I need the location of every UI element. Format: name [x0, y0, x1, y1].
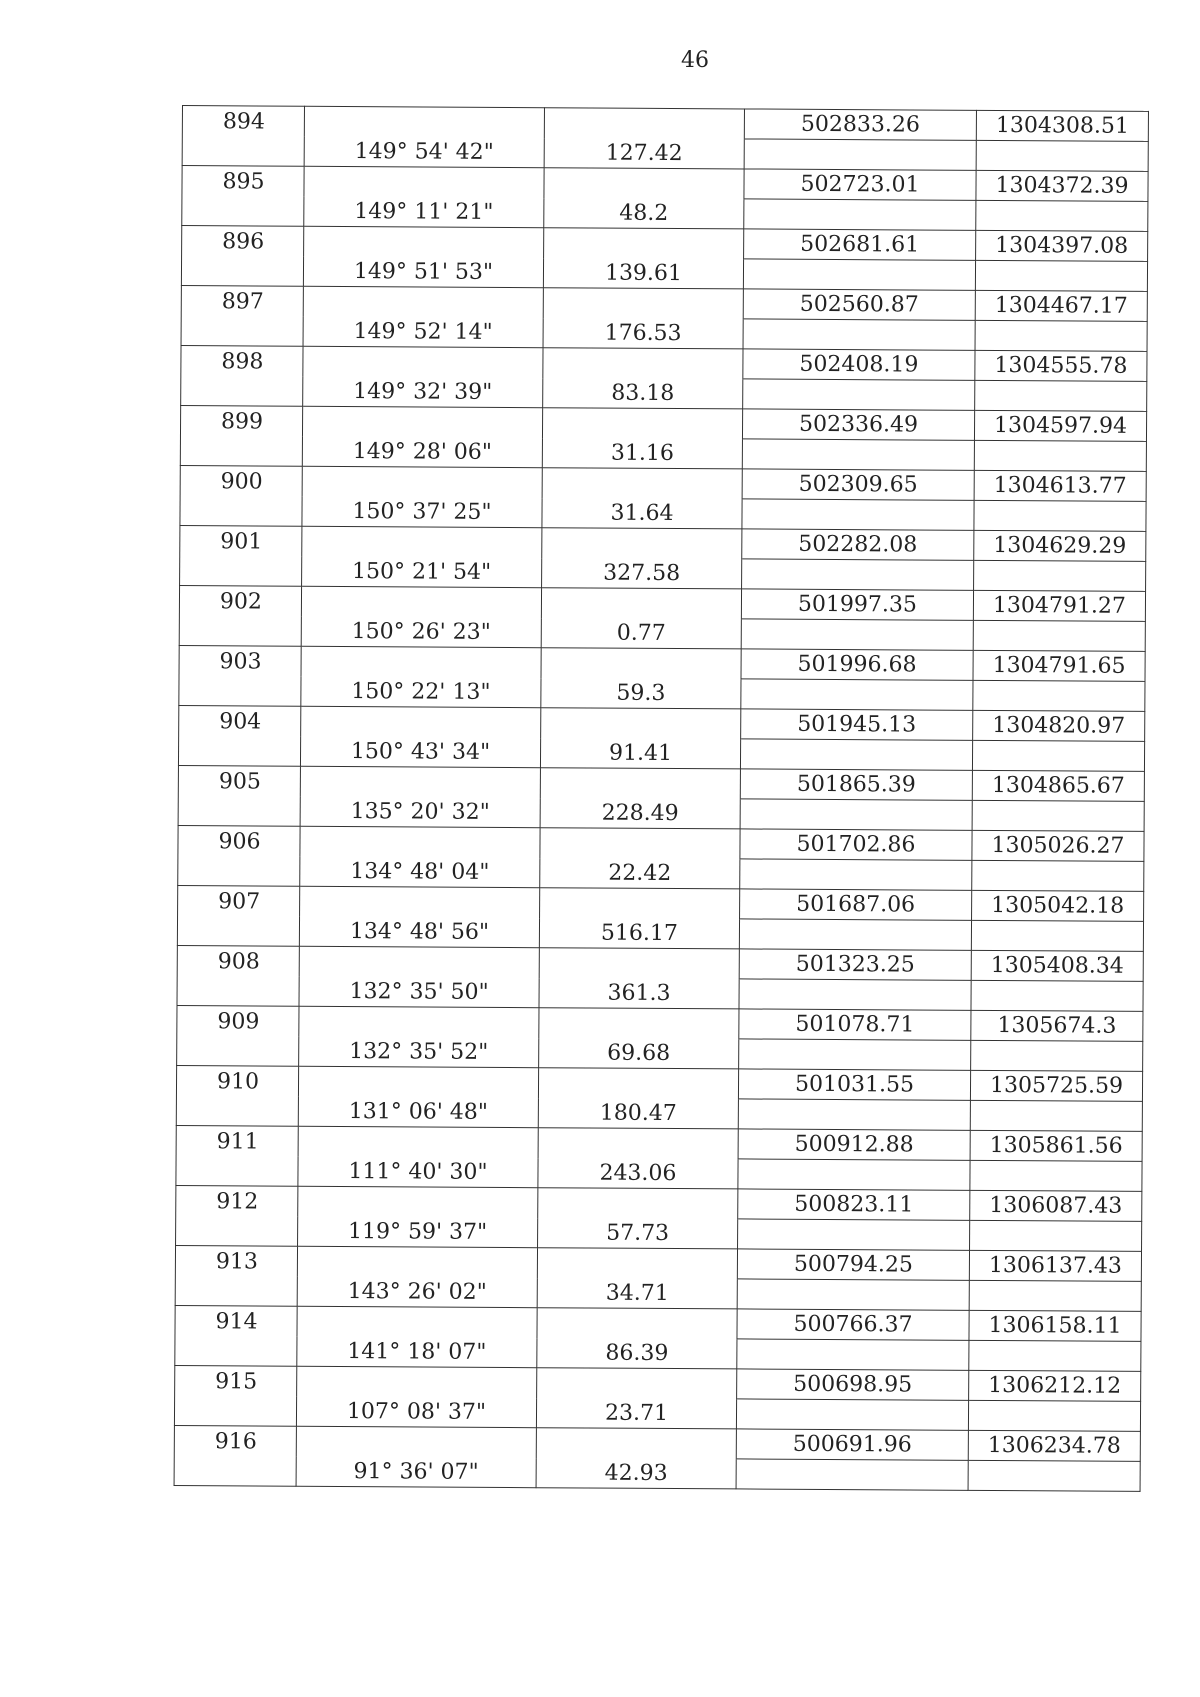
empty-cell — [974, 500, 1146, 531]
x-coordinate: 502723.01 — [744, 169, 976, 200]
empty-cell — [299, 946, 539, 977]
empty-cell — [736, 1459, 968, 1490]
segment-length: 31.16 — [542, 438, 742, 469]
x-coordinate: 501078.71 — [739, 1009, 971, 1040]
empty-cell — [738, 1159, 970, 1190]
empty-cell — [302, 406, 542, 437]
empty-cell — [737, 1279, 969, 1310]
segment-length: 48.2 — [544, 198, 744, 229]
y-coordinate: 1304308.51 — [976, 110, 1148, 141]
empty-cell — [174, 1455, 296, 1486]
bearing-angle: 107° 08' 37" — [296, 1396, 536, 1427]
empty-cell — [972, 860, 1144, 891]
bearing-angle: 111° 40' 30" — [298, 1156, 538, 1187]
empty-cell — [969, 1340, 1141, 1371]
empty-cell — [300, 886, 540, 917]
empty-cell — [975, 260, 1147, 291]
empty-cell — [971, 920, 1143, 951]
bearing-angle: 134° 48' 56" — [299, 916, 539, 947]
bearing-angle: 132° 35' 50" — [299, 976, 539, 1007]
y-coordinate: 1304791.27 — [973, 590, 1145, 621]
empty-cell — [300, 766, 540, 797]
empty-cell — [539, 948, 739, 979]
bearing-angle: 150° 43' 34" — [300, 736, 540, 767]
empty-cell — [742, 499, 974, 530]
empty-cell — [972, 800, 1144, 831]
y-coordinate: 1304467.17 — [975, 290, 1147, 321]
empty-cell — [969, 1280, 1141, 1311]
empty-cell — [297, 1246, 537, 1277]
empty-cell — [180, 555, 302, 586]
empty-cell — [303, 286, 543, 317]
empty-cell — [537, 1308, 737, 1339]
bearing-angle: 119° 59' 37" — [298, 1216, 538, 1247]
x-coordinate: 500766.37 — [737, 1309, 969, 1340]
segment-length: 243.06 — [538, 1158, 738, 1189]
coordinates-table-body — [174, 106, 1148, 1492]
empty-cell — [297, 1306, 537, 1337]
point-id: 901 — [180, 525, 302, 556]
coordinates-table — [174, 105, 1149, 1492]
empty-cell — [974, 440, 1146, 471]
empty-cell — [540, 828, 740, 859]
bearing-angle: 149° 28' 06" — [302, 436, 542, 467]
x-coordinate: 500698.95 — [737, 1369, 969, 1400]
y-coordinate: 1306158.11 — [969, 1310, 1141, 1341]
x-coordinate: 500912.88 — [738, 1129, 970, 1160]
page-number: 46 — [681, 48, 709, 73]
y-coordinate: 1305042.18 — [972, 890, 1144, 921]
empty-cell — [301, 706, 541, 737]
empty-cell — [182, 136, 304, 167]
y-coordinate: 1305674.3 — [971, 1010, 1143, 1041]
empty-cell — [742, 439, 974, 470]
x-coordinate: 502309.65 — [742, 469, 974, 500]
empty-cell — [971, 1040, 1143, 1071]
empty-cell — [968, 1400, 1140, 1431]
empty-cell — [301, 646, 541, 677]
empty-cell — [740, 799, 972, 830]
x-coordinate: 501865.39 — [740, 769, 972, 800]
point-id: 895 — [182, 166, 304, 197]
empty-cell — [178, 795, 300, 826]
x-coordinate: 500823.11 — [738, 1189, 970, 1220]
bearing-angle: 134° 48' 04" — [300, 856, 540, 887]
x-coordinate: 501997.35 — [741, 589, 973, 620]
y-coordinate: 1306137.43 — [969, 1250, 1141, 1281]
empty-cell — [180, 495, 302, 526]
point-id: 911 — [176, 1125, 298, 1156]
empty-cell — [175, 1275, 297, 1306]
y-coordinate: 1305861.56 — [970, 1130, 1142, 1161]
bearing-angle: 150° 37' 25" — [302, 496, 542, 527]
y-coordinate: 1304597.94 — [974, 410, 1146, 441]
empty-cell — [739, 1039, 971, 1070]
x-coordinate: 500794.25 — [737, 1249, 969, 1280]
point-id: 900 — [180, 465, 302, 496]
empty-cell — [298, 1186, 538, 1217]
empty-cell — [180, 435, 302, 466]
segment-length: 59.3 — [541, 678, 741, 709]
empty-cell — [304, 166, 544, 197]
segment-length: 83.18 — [543, 378, 743, 409]
empty-cell — [743, 319, 975, 350]
empty-cell — [304, 226, 544, 257]
y-coordinate: 1306234.78 — [968, 1430, 1140, 1461]
empty-cell — [541, 648, 741, 679]
bearing-angle: 149° 51' 53" — [303, 256, 543, 287]
segment-length: 42.93 — [536, 1458, 736, 1489]
y-coordinate: 1304865.67 — [972, 770, 1144, 801]
segment-length: 327.58 — [542, 558, 742, 589]
x-coordinate: 502408.19 — [743, 349, 975, 380]
bearing-angle: 150° 26' 23" — [301, 616, 541, 647]
x-coordinate: 501323.25 — [739, 949, 971, 980]
point-id: 906 — [178, 825, 300, 856]
x-coordinate: 501702.86 — [740, 829, 972, 860]
bearing-angle: 149° 54' 42" — [304, 136, 544, 167]
y-coordinate: 1306087.43 — [970, 1190, 1142, 1221]
x-coordinate: 501945.13 — [741, 709, 973, 740]
segment-length: 139.61 — [543, 258, 743, 289]
bearing-angle: 141° 18' 07" — [297, 1336, 537, 1367]
empty-cell — [538, 1128, 738, 1159]
empty-cell — [181, 375, 303, 406]
bearing-angle: 150° 21' 54" — [302, 556, 542, 587]
empty-cell — [537, 1368, 737, 1399]
empty-cell — [538, 1188, 738, 1219]
point-id: 898 — [181, 345, 303, 376]
empty-cell — [738, 1099, 970, 1130]
y-coordinate: 1306212.12 — [969, 1370, 1141, 1401]
point-id: 905 — [178, 765, 300, 796]
x-coordinate: 500691.96 — [736, 1429, 968, 1460]
empty-cell — [179, 615, 301, 646]
empty-cell — [976, 200, 1148, 231]
x-coordinate: 502336.49 — [742, 409, 974, 440]
bearing-angle: 149° 11' 21" — [304, 196, 544, 227]
point-id: 894 — [182, 106, 304, 137]
x-coordinate: 501031.55 — [738, 1069, 970, 1100]
empty-cell — [544, 108, 744, 139]
y-coordinate: 1305725.59 — [970, 1070, 1142, 1101]
empty-cell — [178, 855, 300, 886]
empty-cell — [540, 888, 740, 919]
segment-length: 180.47 — [538, 1098, 738, 1129]
y-coordinate: 1305408.34 — [971, 950, 1143, 981]
segment-length: 34.71 — [537, 1278, 737, 1309]
empty-cell — [538, 1068, 738, 1099]
bearing-angle: 149° 52' 14" — [303, 316, 543, 347]
point-id: 897 — [181, 285, 303, 316]
empty-cell — [739, 979, 971, 1010]
empty-cell — [974, 560, 1146, 591]
x-coordinate: 502282.08 — [742, 529, 974, 560]
point-id: 913 — [175, 1245, 297, 1276]
empty-cell — [975, 380, 1147, 411]
empty-cell — [176, 1095, 298, 1126]
empty-cell — [301, 586, 541, 617]
empty-cell — [299, 1006, 539, 1037]
point-id: 909 — [177, 1005, 299, 1036]
bearing-angle: 150° 22' 13" — [301, 676, 541, 707]
empty-cell — [177, 975, 299, 1006]
segment-length: 57.73 — [538, 1218, 738, 1249]
point-id: 907 — [178, 885, 300, 916]
empty-cell — [738, 1219, 970, 1250]
segment-length: 228.49 — [540, 798, 740, 829]
empty-cell — [302, 526, 542, 557]
point-id: 912 — [176, 1185, 298, 1216]
empty-cell — [975, 320, 1147, 351]
empty-cell — [176, 1215, 298, 1246]
segment-length: 86.39 — [537, 1338, 737, 1369]
empty-cell — [971, 980, 1143, 1011]
x-coordinate: 502560.87 — [743, 289, 975, 320]
segment-length: 31.64 — [542, 498, 742, 529]
segment-length: 0.77 — [541, 618, 741, 649]
empty-cell — [298, 1126, 538, 1157]
y-coordinate: 1304613.77 — [974, 470, 1146, 501]
empty-cell — [970, 1100, 1142, 1131]
segment-length: 176.53 — [543, 318, 743, 349]
empty-cell — [973, 680, 1145, 711]
point-id: 902 — [179, 585, 301, 616]
empty-cell — [740, 859, 972, 890]
empty-cell — [544, 228, 744, 259]
empty-cell — [541, 588, 741, 619]
empty-cell — [543, 348, 743, 379]
empty-cell — [179, 675, 301, 706]
segment-length: 516.17 — [539, 918, 739, 949]
point-id: 908 — [177, 945, 299, 976]
empty-cell — [303, 346, 543, 377]
empty-cell — [175, 1335, 297, 1366]
empty-cell — [743, 379, 975, 410]
bearing-angle: 132° 35' 52" — [299, 1036, 539, 1067]
segment-length: 23.71 — [536, 1398, 736, 1429]
point-id: 904 — [179, 705, 301, 736]
point-id: 899 — [180, 405, 302, 436]
y-coordinate: 1304820.97 — [973, 710, 1145, 741]
empty-cell — [968, 1460, 1140, 1491]
point-id: 903 — [179, 645, 301, 676]
empty-cell — [177, 915, 299, 946]
segment-length: 361.3 — [539, 978, 739, 1009]
empty-cell — [743, 259, 975, 290]
x-coordinate: 501996.68 — [741, 649, 973, 680]
x-coordinate: 502681.61 — [744, 229, 976, 260]
empty-cell — [976, 140, 1148, 171]
y-coordinate: 1304397.08 — [976, 230, 1148, 261]
empty-cell — [177, 1035, 299, 1066]
empty-cell — [973, 620, 1145, 651]
point-id: 915 — [175, 1365, 297, 1396]
point-id: 916 — [174, 1425, 296, 1456]
empty-cell — [972, 740, 1144, 771]
y-coordinate: 1304791.65 — [973, 650, 1145, 681]
bearing-angle: 135° 20' 32" — [300, 796, 540, 827]
empty-cell — [542, 528, 742, 559]
segment-length: 127.42 — [544, 138, 744, 169]
empty-cell — [174, 1395, 296, 1426]
bearing-angle: 143° 26' 02" — [297, 1276, 537, 1307]
point-id: 910 — [176, 1065, 298, 1096]
segment-length: 69.68 — [539, 1038, 739, 1069]
segment-length: 91.41 — [540, 738, 740, 769]
bearing-angle: 131° 06' 48" — [298, 1096, 538, 1127]
empty-cell — [540, 768, 740, 799]
empty-cell — [740, 739, 972, 770]
empty-cell — [181, 256, 303, 287]
empty-cell — [300, 826, 540, 857]
empty-cell — [737, 1339, 969, 1370]
empty-cell — [182, 196, 304, 227]
x-coordinate: 501687.06 — [740, 889, 972, 920]
empty-cell — [742, 559, 974, 590]
point-id: 896 — [182, 226, 304, 257]
empty-cell — [297, 1366, 537, 1397]
empty-cell — [741, 679, 973, 710]
empty-cell — [543, 288, 743, 319]
segment-length: 22.42 — [540, 858, 740, 889]
y-coordinate: 1304372.39 — [976, 170, 1148, 201]
empty-cell — [970, 1220, 1142, 1251]
empty-cell — [970, 1160, 1142, 1191]
bearing-angle: 149° 32' 39" — [303, 376, 543, 407]
empty-cell — [304, 106, 544, 137]
empty-cell — [296, 1426, 536, 1457]
empty-cell — [181, 315, 303, 346]
segment-row — [174, 1455, 1140, 1491]
point-id: 914 — [175, 1305, 297, 1336]
empty-cell — [542, 468, 742, 499]
empty-cell — [739, 919, 971, 950]
empty-cell — [744, 139, 976, 170]
empty-cell — [539, 1008, 739, 1039]
empty-cell — [544, 168, 744, 199]
empty-cell — [542, 408, 742, 439]
empty-cell — [536, 1428, 736, 1459]
y-coordinate: 1305026.27 — [972, 830, 1144, 861]
empty-cell — [744, 199, 976, 230]
empty-cell — [298, 1066, 538, 1097]
empty-cell — [176, 1155, 298, 1186]
y-coordinate: 1304629.29 — [974, 530, 1146, 561]
bearing-angle: 91° 36' 07" — [296, 1456, 536, 1487]
empty-cell — [541, 708, 741, 739]
empty-cell — [736, 1399, 968, 1430]
empty-cell — [178, 735, 300, 766]
x-coordinate: 502833.26 — [744, 109, 976, 140]
empty-cell — [741, 619, 973, 650]
empty-cell — [537, 1248, 737, 1279]
y-coordinate: 1304555.78 — [975, 350, 1147, 381]
empty-cell — [302, 466, 542, 497]
